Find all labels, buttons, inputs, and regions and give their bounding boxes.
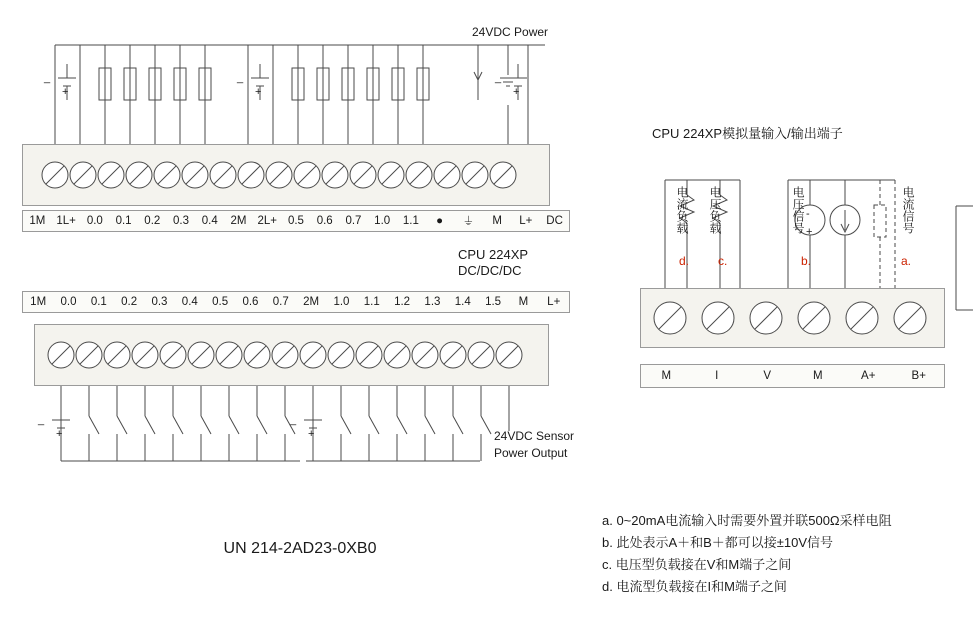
- vertical-label-current-signal: 电流信号: [901, 186, 915, 234]
- battery-minus-mark: _: [495, 72, 502, 84]
- top-terminal-label: 0.4: [201, 215, 218, 227]
- analog-terminal-label: V: [763, 370, 772, 382]
- notes-list: [602, 510, 892, 598]
- sensor-power-label-line1: 24VDC Sensor: [494, 429, 575, 443]
- bottom-terminal-label: 1M: [30, 296, 47, 308]
- top-terminal-label: L+: [519, 215, 533, 227]
- source-plus-mark: +: [806, 226, 813, 238]
- top-terminal-label: 1M: [29, 215, 46, 227]
- ref-mark-c: c.: [718, 254, 728, 268]
- top-terminal-label: 2M: [230, 215, 247, 227]
- source-minus-mark: -: [806, 208, 810, 220]
- note-b: b. 此处表示A＋和B＋都可以接±10V信号: [602, 535, 834, 550]
- battery-plus-mark: +: [56, 428, 63, 440]
- top-terminal-label: 0.1: [115, 215, 132, 227]
- battery-plus-mark: +: [513, 86, 520, 98]
- analog-terminal-screws: [640, 288, 945, 348]
- top-terminal-label: 0.5: [287, 215, 304, 227]
- top-terminal-label: 0.2: [144, 215, 161, 227]
- battery-minus-mark: _: [237, 72, 244, 84]
- vertical-label-voltage-signal: 电压信号: [791, 186, 805, 234]
- top-terminal-label: ●: [436, 215, 444, 227]
- top-terminal-label: 0.3: [173, 215, 190, 227]
- battery-minus-mark: _: [38, 414, 45, 426]
- bottom-terminal-label: 0.2: [121, 296, 138, 308]
- bottom-terminal-label: 1.0: [333, 296, 350, 308]
- top-terminal-label: 1L+: [56, 215, 76, 227]
- bottom-terminal-label: 1.4: [454, 296, 471, 308]
- top-terminal-label: 0.7: [345, 215, 362, 227]
- vertical-label-current-load: 电流负载: [675, 186, 689, 234]
- top-terminal-label-row: [22, 210, 570, 232]
- cpu-model-line2: DC/DC/DC: [458, 263, 522, 278]
- top-terminal-label: M: [492, 215, 502, 227]
- bottom-terminal-label: 0.1: [90, 296, 107, 308]
- note-c: c. 电压型负载接在V和M端子之间: [602, 557, 792, 572]
- top-terminal-label: ⏚: [462, 216, 475, 228]
- note-d: d. 电流型负载接在I和M端子之间: [602, 579, 787, 594]
- battery-plus-mark: +: [62, 86, 69, 98]
- analog-section-heading: CPU 224XP模拟量输入/输出端子: [652, 126, 843, 141]
- top-terminal-label: 0.0: [86, 215, 103, 227]
- bottom-terminal-label: 0.5: [212, 296, 229, 308]
- vertical-label-voltage-load: 电压负载: [708, 186, 722, 234]
- bottom-terminal-label: M: [518, 296, 529, 308]
- analog-terminal-label: M: [661, 370, 672, 382]
- bottom-terminal-label: 0.4: [181, 296, 198, 308]
- bottom-terminal-label: 1.1: [363, 296, 380, 308]
- bottom-terminal-label: 1.2: [394, 296, 411, 308]
- bottom-terminal-label-row: [22, 291, 570, 313]
- analog-terminal-label-row: [640, 364, 945, 388]
- ref-mark-a: a.: [901, 254, 912, 268]
- analog-terminal-label: B+: [911, 370, 926, 382]
- ref-mark-b: b.: [801, 254, 812, 268]
- power-input-label: 24VDC Power: [472, 25, 549, 39]
- battery-minus-mark: _: [290, 414, 297, 426]
- bottom-terminal-label: 2M: [303, 296, 320, 308]
- bottom-terminal-label: 0.0: [60, 296, 77, 308]
- bottom-terminal-label: 0.6: [242, 296, 259, 308]
- bottom-terminal-label: 1.5: [485, 296, 502, 308]
- top-terminal-label: 1.0: [374, 215, 391, 227]
- bottom-terminal-label: 0.7: [272, 296, 289, 308]
- bottom-terminal-label: 0.3: [151, 296, 168, 308]
- top-terminal-label: 2L+: [257, 215, 277, 227]
- top-terminal-label: 1.1: [402, 215, 419, 227]
- diagram-title: UN 214-2AD23-0XB0: [223, 540, 377, 557]
- battery-plus-mark: +: [308, 428, 315, 440]
- top-terminal-screws: [22, 144, 550, 206]
- note-a: a. 0~20mA电流输入时需要外置并联500Ω采样电阻: [602, 513, 892, 528]
- bottom-terminal-label: L+: [547, 296, 561, 308]
- cpu-model-line1: CPU 224XP: [458, 247, 529, 262]
- top-terminal-label: 0.6: [316, 215, 333, 227]
- sensor-power-label-line2: Power Output: [494, 446, 568, 460]
- analog-terminal-label: M: [812, 370, 823, 382]
- battery-minus-mark: _: [44, 72, 51, 84]
- right-edge-box: [955, 205, 973, 315]
- ref-mark-d: d.: [679, 254, 690, 268]
- analog-terminal-label: A+: [861, 370, 876, 382]
- analog-terminal-label: I: [715, 370, 719, 382]
- battery-plus-mark: +: [255, 86, 262, 98]
- bottom-terminal-label: 1.3: [424, 296, 441, 308]
- top-terminal-label: DC: [546, 215, 563, 227]
- bottom-terminal-screws: [34, 324, 549, 386]
- analog-load-schematic: [640, 160, 973, 290]
